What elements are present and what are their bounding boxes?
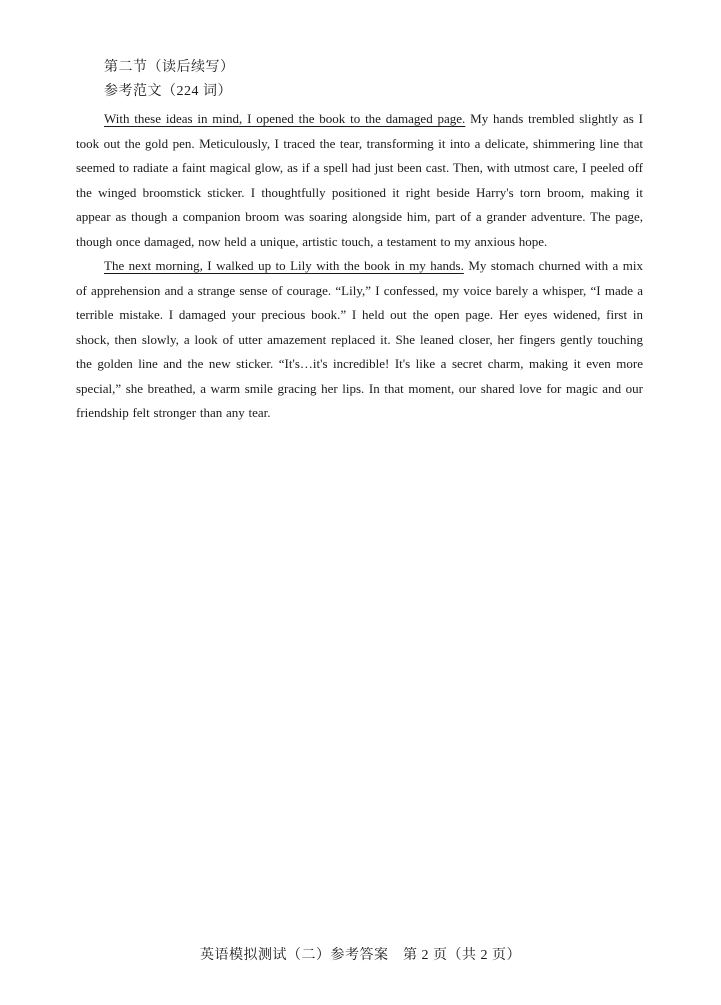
page-footer: 英语模拟测试（二）参考答案 第 2 页（共 2 页） [200, 948, 521, 963]
paragraph-2-lead-sentence: The next morning, I walked up to Lily with the book in my hands. [104, 258, 464, 273]
model-essay [76, 107, 643, 426]
paragraph-1-body: My hands trembled slightly as I took out the gold pen. Meticulously, I traced the tear, transforming it into a delicate, shimmering line that seemed to radiate a faint magical glow, as if a spell had just been cast. Then, with utmost care, I peeled off the winged broomstick sticker. I thoughtfully positioned it right beside Harry's torn broom, making it appear as though a companion broom was soaring alongside him, part of a grander adventure. The page, though once damaged, now held a unique, artistic touch, a testament to my anxious hope. [76, 111, 644, 249]
essay-paragraph-1 [76, 107, 643, 254]
section-heading: 第二节（读后续写） [104, 60, 235, 75]
paragraph-2-body: My stomach churned with a mix of apprehension and a strange sense of courage. “Lily,” I confessed, my voice barely a whisper, “I made a terrible mistake. I damaged your precious book.” I held out the open page. Her eyes widened, first in shock, then slowly, a look of utter amazement replaced it. She leaned closer, her fingers gently touching the golden line and the new sticker. “It's…it's incredible! It's like a secret charm, making it even more special,” she breathed, a warm smile gracing her lips. In that moment, our shared love for magic and our friendship felt stronger than any tear. [76, 258, 643, 420]
essay-paragraph-2 [76, 254, 643, 426]
paragraph-1-lead-sentence: With these ideas in mind, I opened the book to the damaged page. [104, 111, 466, 126]
essay-label: 参考范文（224 词） [104, 84, 232, 99]
